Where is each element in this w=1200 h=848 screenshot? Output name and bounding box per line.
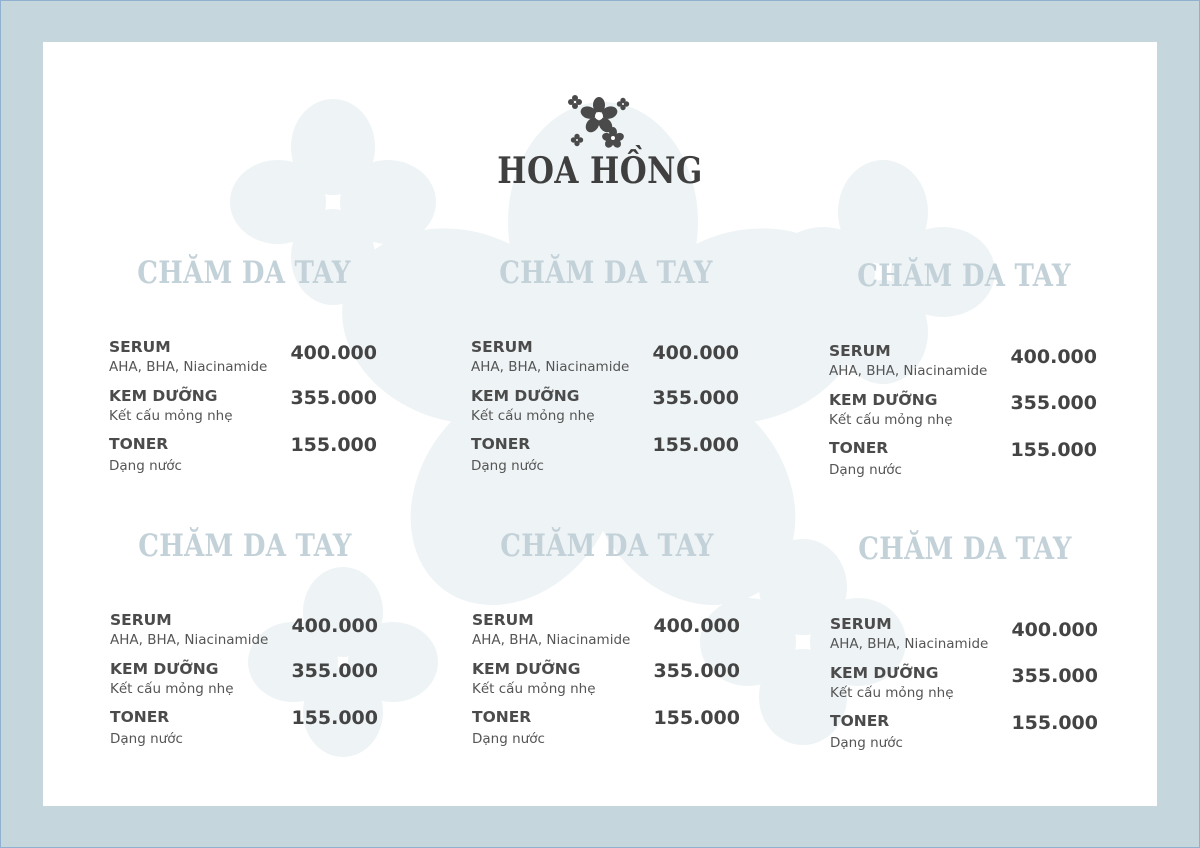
item-name: TONER	[471, 435, 531, 453]
item-price: 355.000	[1010, 392, 1097, 414]
item-desc: AHA, BHA, Niacinamide	[110, 632, 269, 648]
flower-logo-icon	[563, 92, 633, 154]
item-price: 400.000	[652, 342, 739, 364]
item-price: 400.000	[1010, 346, 1097, 368]
item-name: SERUM	[472, 611, 534, 629]
item-desc: Kết cấu mỏng nhẹ	[110, 681, 234, 697]
menu-card	[43, 42, 1157, 806]
menu-section	[110, 528, 380, 758]
item-desc: Kết cấu mỏng nhẹ	[109, 408, 233, 424]
item-price: 400.000	[1011, 619, 1098, 641]
item-price: 355.000	[653, 660, 740, 682]
item-price: 355.000	[652, 387, 739, 409]
item-price: 355.000	[290, 387, 377, 409]
item-name: KEM DƯỠNG	[471, 387, 580, 405]
item-name: TONER	[110, 708, 170, 726]
item-price: 155.000	[1011, 712, 1098, 734]
item-name: SERUM	[830, 615, 892, 633]
item-desc: AHA, BHA, Niacinamide	[830, 636, 989, 652]
item-price: 155.000	[290, 434, 377, 456]
item-price: 155.000	[291, 707, 378, 729]
item-desc: Kết cấu mỏng nhẹ	[830, 685, 954, 701]
item-desc: Dạng nước	[472, 731, 545, 747]
item-desc: AHA, BHA, Niacinamide	[109, 359, 268, 375]
item-desc: Kết cấu mỏng nhẹ	[829, 412, 953, 428]
item-desc: Dạng nước	[109, 458, 182, 474]
item-desc: AHA, BHA, Niacinamide	[472, 632, 631, 648]
item-name: TONER	[472, 708, 532, 726]
section-title: CHĂM DA TAY	[857, 258, 1071, 294]
item-name: TONER	[829, 439, 889, 457]
item-price: 400.000	[653, 615, 740, 637]
item-name: KEM DƯỠNG	[829, 391, 938, 409]
section-title: CHĂM DA TAY	[500, 528, 714, 564]
item-name: SERUM	[109, 338, 171, 356]
item-desc: Dạng nước	[110, 731, 183, 747]
item-desc: Dạng nước	[830, 735, 903, 751]
item-name: KEM DƯỠNG	[472, 660, 581, 678]
item-name: KEM DƯỠNG	[109, 387, 218, 405]
section-title: CHĂM DA TAY	[499, 255, 713, 291]
item-name: SERUM	[110, 611, 172, 629]
section-title: CHĂM DA TAY	[138, 528, 352, 564]
menu-section	[829, 258, 1099, 488]
item-desc: Dạng nước	[471, 458, 544, 474]
item-name: TONER	[830, 712, 890, 730]
item-price: 155.000	[652, 434, 739, 456]
item-price: 155.000	[1010, 439, 1097, 461]
item-name: SERUM	[471, 338, 533, 356]
item-price: 400.000	[291, 615, 378, 637]
item-desc: Kết cấu mỏng nhẹ	[471, 408, 595, 424]
section-title: CHĂM DA TAY	[858, 531, 1072, 567]
item-price: 155.000	[653, 707, 740, 729]
brand-name: HOA HỒNG	[497, 150, 703, 192]
menu-section	[471, 255, 741, 485]
item-desc: Kết cấu mỏng nhẹ	[472, 681, 596, 697]
item-name: KEM DƯỠNG	[110, 660, 219, 678]
item-name: SERUM	[829, 342, 891, 360]
menu-section	[109, 255, 379, 485]
item-desc: AHA, BHA, Niacinamide	[829, 363, 988, 379]
item-desc: AHA, BHA, Niacinamide	[471, 359, 630, 375]
item-price: 355.000	[1011, 665, 1098, 687]
menu-section	[472, 528, 742, 758]
item-name: KEM DƯỠNG	[830, 664, 939, 682]
item-name: TONER	[109, 435, 169, 453]
item-price: 400.000	[290, 342, 377, 364]
section-title: CHĂM DA TAY	[137, 255, 351, 291]
item-price: 355.000	[291, 660, 378, 682]
menu-section	[830, 531, 1100, 761]
item-desc: Dạng nước	[829, 462, 902, 478]
